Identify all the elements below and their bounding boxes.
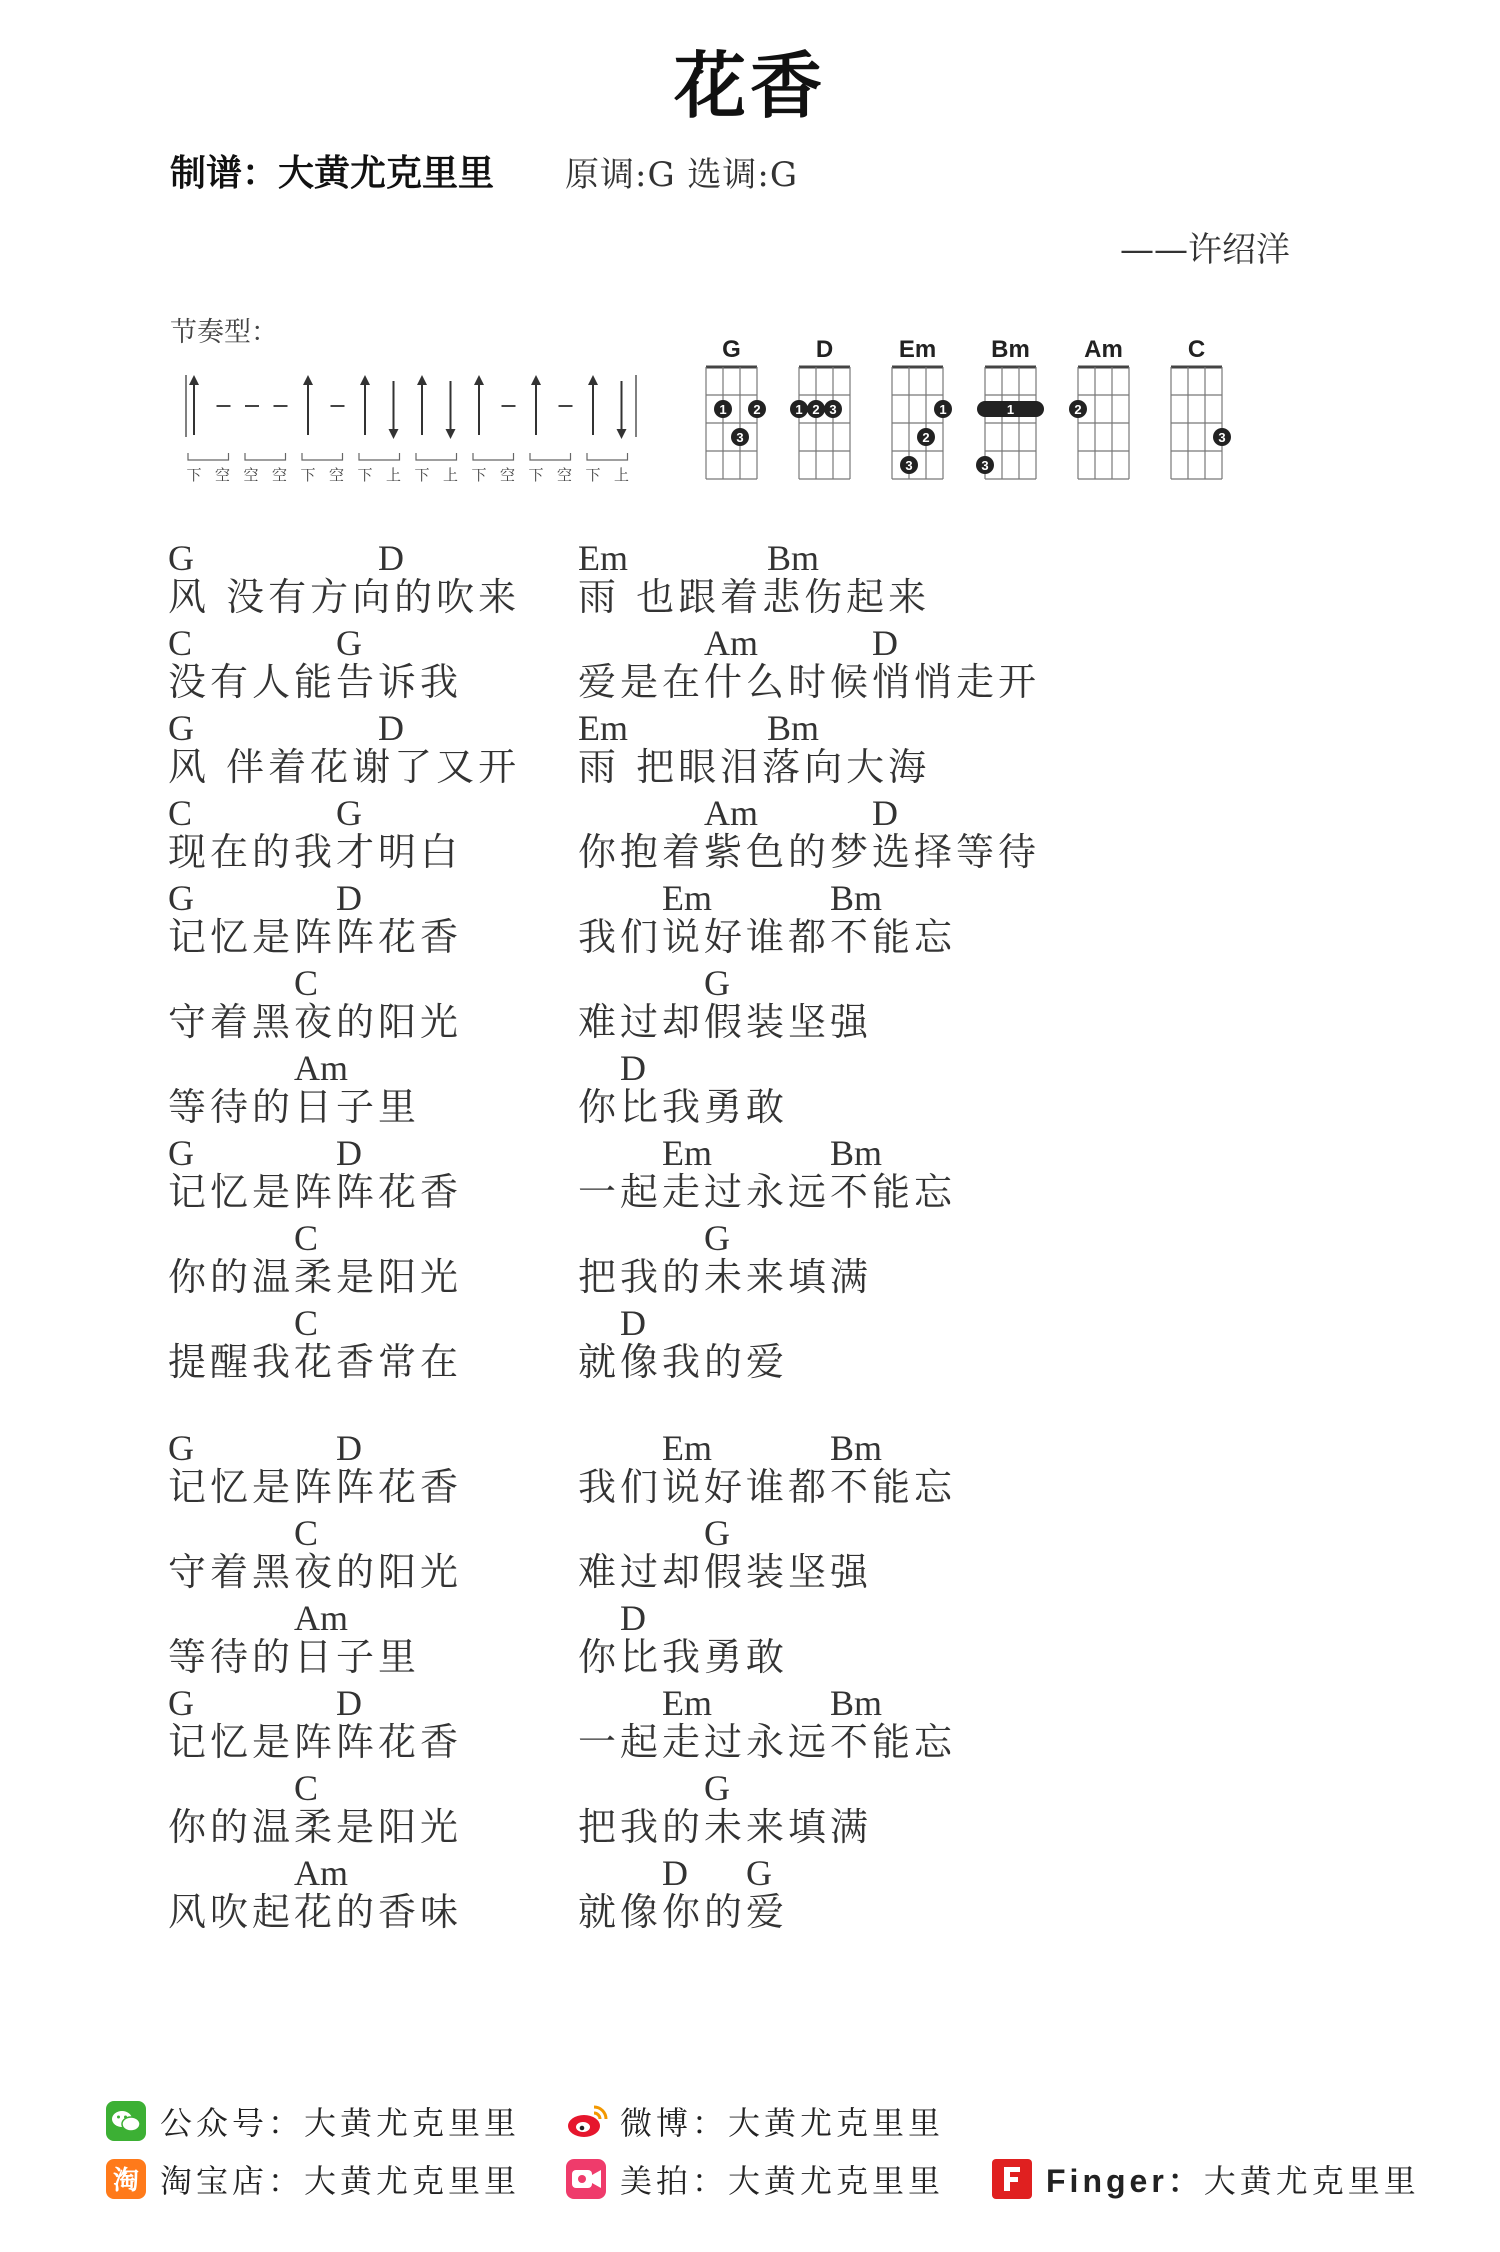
- chord-label: D: [336, 1428, 362, 1468]
- rhythm-label: 节奏型：: [170, 317, 278, 348]
- strum-stroke-label: 上: [613, 466, 630, 484]
- chord-label: G: [168, 878, 194, 918]
- lyric-line: [578, 1303, 789, 1384]
- chord-label: G: [168, 1683, 194, 1723]
- svg-text:3: 3: [736, 430, 744, 445]
- chord-row: [168, 965, 462, 1005]
- chord-row: [578, 1430, 956, 1470]
- lyric-line: [168, 1133, 463, 1214]
- chord-label: D: [336, 1133, 362, 1173]
- lyric-text: 就像我的爱: [578, 1340, 789, 1384]
- lyric-text: 你比我勇敢: [578, 1085, 789, 1129]
- chord-row: [168, 540, 520, 580]
- artist-credit: ——许绍洋: [1120, 230, 1290, 270]
- chord-label: G: [704, 963, 730, 1003]
- chord-label: Em: [662, 1428, 712, 1468]
- strum-pattern-diagram: [180, 365, 650, 490]
- chord-row: [578, 795, 1040, 835]
- chord-label: Em: [578, 708, 628, 748]
- weibo-value: 大黄尤克里里: [728, 2104, 945, 2142]
- chord-row: [578, 1220, 872, 1260]
- chord-row: [168, 1770, 462, 1810]
- lyric-text: 一起走过永远不能忘: [578, 1720, 957, 1764]
- chord-label: Bm: [767, 538, 820, 578]
- svg-text:1: 1: [939, 402, 947, 417]
- chord-label: C: [294, 1768, 319, 1808]
- lyric-line: [578, 1048, 789, 1129]
- lyric-text: 难过却假装坚强: [578, 1000, 873, 1044]
- chord-label: Bm: [830, 878, 883, 918]
- wechat-icon: [106, 2101, 146, 2141]
- wechat-label: 公众号：: [160, 2104, 305, 2142]
- chord-label: D: [620, 1048, 646, 1088]
- weibo-icon: [566, 2101, 606, 2141]
- lyric-text: 提醒我花香常在: [168, 1340, 463, 1384]
- chord-label: C: [294, 1303, 319, 1343]
- chord-label: G: [336, 793, 362, 833]
- strum-stroke-label: 下: [414, 466, 430, 484]
- lyric-text: 记忆是阵阵花香: [168, 1465, 463, 1509]
- strum-stroke-label: 下: [300, 466, 316, 484]
- chord-label: Em: [662, 1133, 712, 1173]
- lyric-line: [168, 538, 521, 619]
- chord-row: [168, 1220, 462, 1260]
- strum-stroke: [417, 375, 427, 435]
- strum-stroke: [303, 375, 313, 435]
- strum-stroke-label: 空: [271, 466, 288, 484]
- lyric-line: [578, 1768, 873, 1849]
- strum-stroke-label: 下: [528, 466, 544, 484]
- chord-label: G: [704, 1513, 730, 1553]
- chord-label: D: [662, 1853, 688, 1893]
- strum-stroke-label: 空: [328, 466, 345, 484]
- lyric-line: [578, 1513, 873, 1594]
- lyric-text: 我们说好谁都不能忘: [578, 915, 957, 959]
- svg-text:1: 1: [719, 402, 727, 417]
- chord-row: [578, 880, 956, 920]
- lyric-line: [168, 1683, 463, 1764]
- meipai-icon: [566, 2159, 606, 2199]
- chord-label: Bm: [767, 708, 820, 748]
- svg-text:3: 3: [905, 458, 913, 473]
- chord-row: [168, 1430, 462, 1470]
- wechat-value: 大黄尤克里里: [304, 2104, 521, 2142]
- strum-stroke: [189, 375, 199, 435]
- finger-app-icon: [992, 2159, 1032, 2199]
- strum-stroke: [588, 375, 598, 435]
- lyric-line: [578, 1428, 957, 1509]
- lyric-line: [168, 1768, 463, 1849]
- chord-row: [578, 1515, 872, 1555]
- strum-stroke-label: 空: [499, 466, 516, 484]
- chord-row: [168, 1515, 462, 1555]
- chord-label: D: [872, 623, 898, 663]
- taobao-value: 大黄尤克里里: [304, 2162, 521, 2200]
- chord-label: D: [872, 793, 898, 833]
- lyric-text: 记忆是阵阵花香: [168, 1170, 463, 1214]
- finger-label: Finger：: [1046, 2163, 1204, 2199]
- lyric-line: [168, 878, 463, 959]
- svg-text:3: 3: [829, 402, 837, 417]
- chord-row: [168, 710, 520, 750]
- chord-label: G: [746, 1853, 772, 1893]
- lyric-text: 雨 也跟着悲伤起来: [578, 575, 931, 619]
- chord-label: Em: [662, 878, 712, 918]
- wechat-credit: [106, 2098, 520, 2144]
- strum-stroke: [531, 375, 541, 435]
- chord-diagram-name: D: [815, 336, 834, 363]
- chord-diagram-name: Bm: [991, 336, 1030, 363]
- chord-row: [168, 795, 462, 835]
- chord-diagram-name: Am: [1084, 336, 1123, 363]
- chord-label: G: [336, 623, 362, 663]
- strum-stroke-label: 下: [471, 466, 487, 484]
- lyric-text: 守着黑夜的阳光: [168, 1000, 463, 1044]
- chord-row: [168, 625, 462, 665]
- lyric-text: 我们说好谁都不能忘: [578, 1465, 957, 1509]
- lyric-line: [578, 793, 1041, 874]
- chord-label: G: [168, 538, 194, 578]
- chord-row: [168, 1685, 462, 1725]
- svg-text:2: 2: [812, 402, 820, 417]
- chord-diagram-g: [706, 336, 766, 479]
- chord-row: [168, 1305, 462, 1345]
- chord-diagram-d: [790, 336, 850, 479]
- lyric-line: [168, 1303, 463, 1384]
- lyric-text: 记忆是阵阵花香: [168, 915, 463, 959]
- chord-row: [168, 1855, 462, 1895]
- lyric-text: 你抱着紫色的梦选择等待: [578, 830, 1041, 874]
- lyric-line: [578, 878, 957, 959]
- chord-label: G: [168, 1133, 194, 1173]
- strum-stroke-label: 下: [585, 466, 601, 484]
- lyric-text: 风 伴着花谢了又开: [168, 745, 521, 789]
- arranger-credit: 制谱：大黄尤克里里: [170, 153, 495, 194]
- chord-label: Am: [294, 1048, 348, 1088]
- taobao-credit: [106, 2156, 520, 2202]
- lyric-text: 雨 把眼泪落向大海: [578, 745, 931, 789]
- chord-label: Bm: [830, 1683, 883, 1723]
- chord-label: Am: [294, 1853, 348, 1893]
- key-info: 原调:G 选调:G: [565, 155, 799, 195]
- chord-row: [578, 1305, 788, 1345]
- lyric-text: 风 没有方向的吹来: [168, 575, 521, 619]
- strum-stroke: [617, 381, 627, 439]
- finger-credit: [992, 2156, 1420, 2202]
- chord-label: Bm: [830, 1428, 883, 1468]
- lyric-text: 就像你的爱: [578, 1890, 789, 1934]
- chord-label: D: [620, 1303, 646, 1343]
- strum-stroke: [389, 381, 399, 439]
- chord-diagram-name: C: [1187, 336, 1206, 363]
- lyric-text: 你的温柔是阳光: [168, 1255, 463, 1299]
- chord-diagram-c: [1171, 336, 1231, 479]
- chord-label: Bm: [830, 1133, 883, 1173]
- strum-stroke-label: 上: [385, 466, 402, 484]
- chord-row: [168, 1600, 420, 1640]
- lyric-text: 把我的未来填满: [578, 1805, 873, 1849]
- chord-label: D: [620, 1598, 646, 1638]
- finger-value: 大黄尤克里里: [1203, 2162, 1420, 2200]
- lyric-line: [578, 538, 931, 619]
- chord-label: Am: [704, 623, 758, 663]
- lyric-text: 现在的我才明白: [168, 830, 463, 874]
- chord-label: G: [704, 1768, 730, 1808]
- chord-label: D: [336, 878, 362, 918]
- chord-diagram-name: Em: [898, 336, 937, 363]
- chord-diagrams: [702, 335, 1302, 495]
- strum-stroke-label: 空: [214, 466, 231, 484]
- svg-text:3: 3: [981, 458, 989, 473]
- chord-label: G: [704, 1218, 730, 1258]
- lyric-line: [168, 1598, 421, 1679]
- lyric-text: 记忆是阵阵花香: [168, 1720, 463, 1764]
- chord-label: Am: [294, 1598, 348, 1638]
- lyric-line: [578, 708, 931, 789]
- chord-label: D: [378, 538, 404, 578]
- lyric-text: 难过却假装坚强: [578, 1550, 873, 1594]
- chord-label: C: [168, 623, 193, 663]
- strum-stroke-label: 下: [357, 466, 373, 484]
- chord-label: G: [168, 1428, 194, 1468]
- chord-diagram-bm: [976, 336, 1036, 479]
- lyric-text: 你的温柔是阳光: [168, 1805, 463, 1849]
- meipai-value: 大黄尤克里里: [728, 2162, 945, 2200]
- chord-row: [168, 1135, 462, 1175]
- taobao-icon: [106, 2159, 146, 2199]
- lyric-line: [168, 793, 463, 874]
- chord-label: G: [168, 708, 194, 748]
- lyric-line: [168, 1513, 463, 1594]
- lyric-line: [578, 1218, 873, 1299]
- lyric-line: [168, 1218, 463, 1299]
- chord-row: [578, 1855, 788, 1895]
- lyric-line: [578, 1133, 957, 1214]
- meipai-label: 美拍：: [620, 2162, 729, 2200]
- chord-row: [578, 1685, 956, 1725]
- strum-stroke-label: 下: [186, 466, 202, 484]
- strum-stroke-label: 空: [243, 466, 259, 484]
- chord-label: C: [168, 793, 193, 833]
- strum-stroke-label: 上: [442, 466, 459, 484]
- song-title: 花香: [673, 43, 826, 128]
- lyric-text: 没有人能告诉我: [168, 660, 463, 704]
- chord-label: Am: [704, 793, 758, 833]
- chord-diagram-name: G: [722, 336, 741, 363]
- lyric-line: [578, 623, 1041, 704]
- lyric-text: 一起走过永远不能忘: [578, 1170, 957, 1214]
- chord-row: [578, 1050, 788, 1090]
- weibo-credit: [566, 2098, 944, 2144]
- strum-stroke: [446, 381, 456, 439]
- svg-text:2: 2: [922, 430, 930, 445]
- lyric-line: [578, 1683, 957, 1764]
- lyric-line: [168, 1048, 421, 1129]
- chord-diagram-em: [892, 336, 952, 479]
- svg-text:1: 1: [795, 402, 803, 417]
- lyric-text: 等待的日子里: [168, 1635, 421, 1679]
- svg-text:淘: 淘: [112, 2166, 140, 2196]
- strum-stroke: [360, 375, 370, 435]
- chord-label: D: [378, 708, 404, 748]
- weibo-label: 微博：: [620, 2104, 729, 2142]
- chord-row: [578, 1770, 872, 1810]
- svg-text:1: 1: [1006, 402, 1015, 417]
- chord-label: Em: [662, 1683, 712, 1723]
- lyric-line: [168, 1853, 463, 1934]
- lyric-line: [168, 708, 521, 789]
- taobao-label: 淘宝店：: [160, 2162, 305, 2200]
- chord-diagram-am: [1069, 336, 1129, 479]
- chord-label: D: [336, 1683, 362, 1723]
- strum-stroke: [474, 375, 484, 435]
- meipai-credit: [566, 2156, 944, 2202]
- svg-text:2: 2: [1074, 402, 1082, 417]
- lyric-line: [168, 963, 463, 1044]
- chord-label: C: [294, 963, 319, 1003]
- chord-row: [578, 965, 872, 1005]
- lyric-text: 等待的日子里: [168, 1085, 421, 1129]
- lyric-text: 风吹起花的香味: [168, 1890, 463, 1934]
- lyric-text: 你比我勇敢: [578, 1635, 789, 1679]
- chord-label: C: [294, 1513, 319, 1553]
- chord-label: Em: [578, 538, 628, 578]
- lyric-line: [168, 1428, 463, 1509]
- chord-row: [578, 540, 930, 580]
- chord-row: [168, 1050, 420, 1090]
- chord-row: [168, 880, 462, 920]
- lyric-text: 把我的未来填满: [578, 1255, 873, 1299]
- chord-row: [578, 625, 1040, 665]
- lyric-line: [578, 1853, 789, 1934]
- chord-label: C: [294, 1218, 319, 1258]
- strum-stroke-label: 空: [556, 466, 573, 484]
- lyric-text: 爱是在什么时候悄悄走开: [578, 660, 1041, 704]
- chord-row: [578, 710, 930, 750]
- svg-text:3: 3: [1218, 430, 1226, 445]
- lyric-line: [168, 623, 463, 704]
- lyric-text: 守着黑夜的阳光: [168, 1550, 463, 1594]
- chord-row: [578, 1600, 788, 1640]
- lyric-line: [578, 1598, 789, 1679]
- svg-text:2: 2: [753, 402, 761, 417]
- lyric-line: [578, 963, 873, 1044]
- chord-row: [578, 1135, 956, 1175]
